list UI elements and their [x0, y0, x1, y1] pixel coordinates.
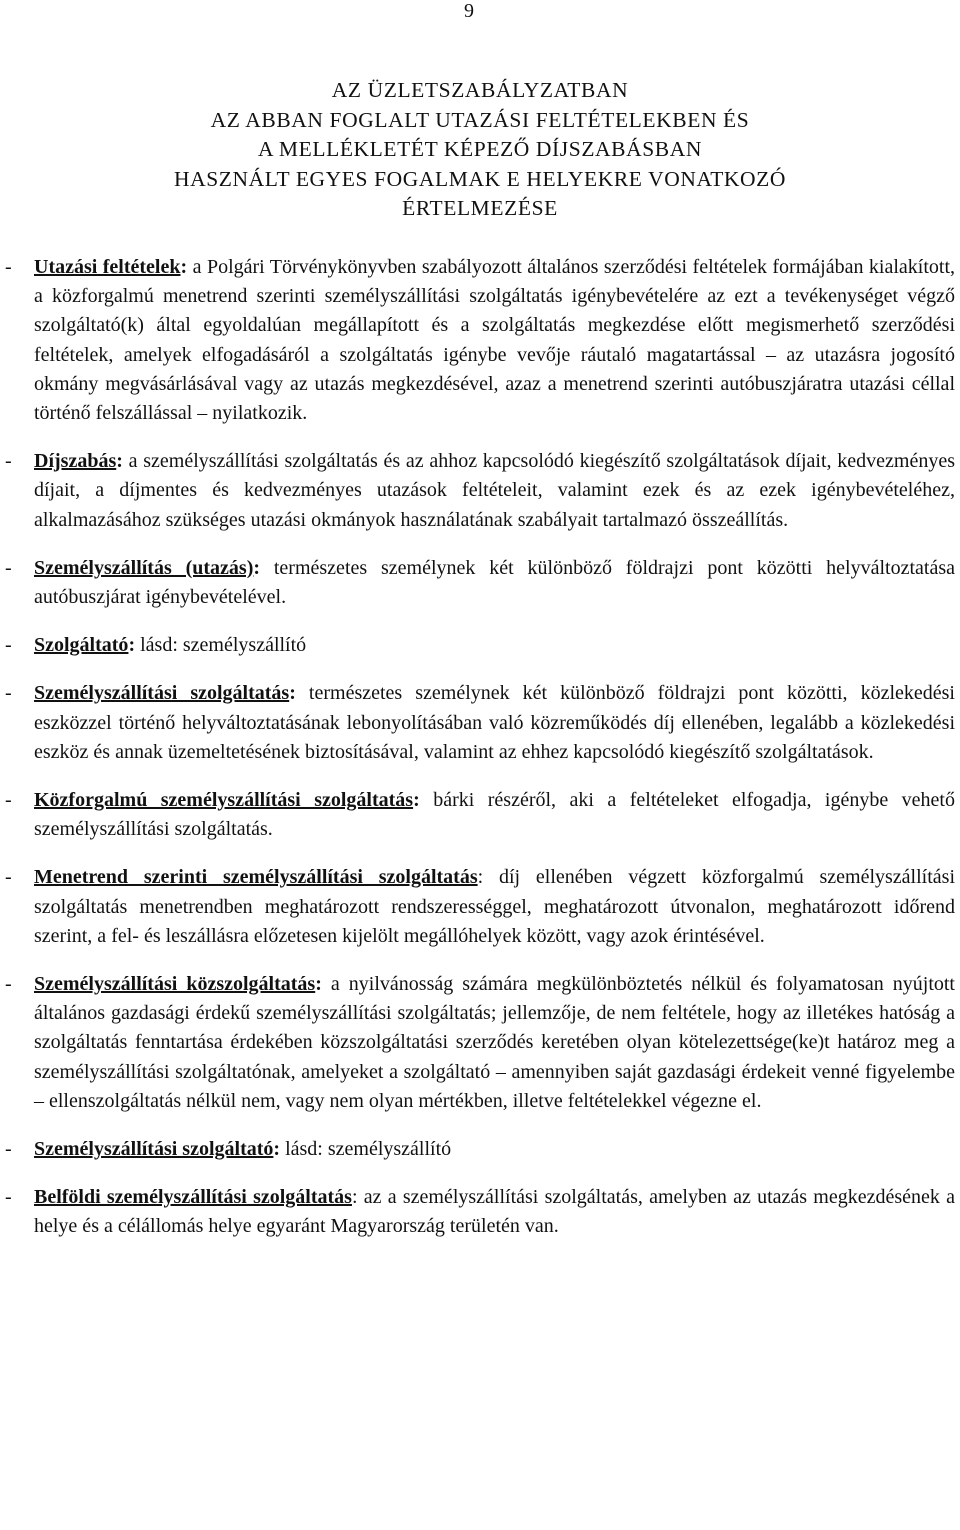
document-title — [0, 76, 960, 224]
definition-text: természetes személynek két különböző földrajzi pont közötti helyváltoztatása autóbuszjárat igénybevételével. — [34, 556, 955, 609]
definition-entry — [0, 1135, 960, 1164]
definition-text: bárki részéről, aki a feltételeket elfogadja, igénybe vehető személyszállítási szolgáltatás. — [34, 789, 955, 841]
definition-list — [0, 253, 960, 1261]
title-line: HASZNÁLT EGYES FOGALMAK E HELYEKRE VONATKOZÓ — [173, 166, 787, 191]
definition-entry — [0, 786, 960, 844]
definition-entry — [0, 1183, 960, 1241]
term-separator: : — [477, 866, 484, 889]
term-separator: : — [253, 556, 261, 579]
term-separator: : — [128, 634, 136, 657]
title-line: ÉRTELMEZÉSE — [402, 196, 558, 220]
list-dash: - — [5, 1186, 12, 1209]
term-separator: : — [273, 1138, 281, 1161]
definition-term: Menetrend szerinti személyszállítási szolgáltatás — [34, 866, 478, 889]
definition-term: Személyszállítás (utazás) — [34, 556, 254, 579]
definition-text: természetes személynek két különböző földrajzi pont közötti, közlekedési eszközzel történő helyváltoztatásának lebonyolításában való közreműködés díj ellenében, legalább a közlekedési eszköz és annak üzemeltetésének biztosításával, valamint az ehhez kapcsolódó kiegészítő szolgáltatások. — [34, 682, 955, 763]
definition-text: lásd: személyszállító — [135, 634, 307, 657]
definition-term: Díjszabás — [34, 450, 117, 473]
definition-text: az a személyszállítási szolgáltatás, amelyben az utazás megkezdésének a helye és a célállomás helye egyaránt Magyarország területén van. — [34, 1186, 955, 1238]
term-separator: : — [289, 682, 296, 705]
list-dash: - — [5, 256, 12, 278]
definition-entry — [0, 631, 960, 660]
definition-text: a Polgári Törvénykönyvben szabályozott általános szerződési feltételek formájában kialakított, a közforgalmú menetrend szerinti személyszállítási szolgáltatás igénybevételére az ezt a tevékenységet végző szolgáltató(k) által egyoldalúan megállapított és a szolgáltatás megkezdése előtt megismerhető szerződési feltételek, amelyek elfogadásáról a szolgáltatás igénybe vevője ráutaló magatartással – az utazásra jogosító okmány megvásárlásával vagy az utazás megkezdésével, azaz a menetrend szerinti autóbuszjáratra utazási céllal történő felszállással – nyilatkozik. — [34, 256, 956, 425]
title-line: AZ ABBAN FOGLALT UTAZÁSI FELTÉTELEKBEN ÉS — [210, 107, 750, 132]
definition-term: Közforgalmú személyszállítási szolgáltatás — [34, 789, 414, 812]
definition-term: Személyszállítási szolgáltató — [34, 1138, 274, 1161]
list-dash: - — [5, 682, 12, 705]
definition-entry — [0, 863, 960, 951]
definition-term: Szolgáltató — [34, 634, 129, 657]
list-dash: - — [5, 556, 12, 579]
definition-text: a nyilvánosság számára megkülönböztetés nélkül és folyamatosan nyújtott általános gazdasági érdekű személyszállítási szolgáltatás; jellemzője, de nem feltétele, hogy az illetékes hatóság a szolgáltatás fenntartása érdekében közszolgáltatási szerződés keretében olyan kötelezettsége(ke)t határoz meg a személyszállítási szolgáltatónak, amelyeket a szolgáltató – amennyiben saját gazdasági érdekeit venné figyelembe – ellenszolgáltatás nélkül nem, vagy nem olyan mértékben, illetve feltételekkel végezne el. — [34, 973, 955, 1112]
list-dash: - — [5, 634, 12, 657]
list-dash: - — [5, 973, 12, 996]
term-separator: : — [116, 450, 123, 473]
definition-entry — [0, 554, 960, 612]
term-separator: : — [413, 789, 420, 812]
list-dash: - — [5, 450, 12, 473]
term-separator: : — [351, 1186, 358, 1209]
list-dash: - — [5, 866, 12, 889]
definition-entry — [0, 679, 960, 767]
definition-text: díj ellenében végzett közforgalmú személyszállítási szolgáltatás menetrendben meghatározott rendszerességgel, meghatározott útvonalon, meghatározott időrend szerint, a fel- és leszállásra előzetesen kijelölt megállóhelyek között, vagy azok érintésével. — [34, 866, 955, 947]
term-separator: : — [315, 973, 322, 996]
definition-entry — [0, 970, 960, 1116]
list-dash: - — [5, 789, 12, 812]
definition-term: Személyszállítási szolgáltatás — [34, 682, 290, 705]
title-line: AZ ÜZLETSZABÁLYZATBAN — [331, 78, 629, 102]
title-line: A MELLÉKLETÉT KÉPEZŐ DÍJSZABÁSBAN — [257, 137, 702, 161]
definition-text: a személyszállítási szolgáltatás és az ahhoz kapcsolódó kiegészítő szolgáltatások díjait, kedvezményes díjait, a díjmentes és kedvezményes utazások feltételeit, valamint ezek és az ezek igénybevételéhez, alkalmazásához szükséges utazási okmányok használatának szabályait tartalmazó összeállítás. — [34, 450, 955, 531]
definition-entry — [0, 447, 960, 535]
definition-text: lásd: személyszállító — [280, 1138, 452, 1161]
definition-term: Személyszállítási közszolgáltatás — [34, 973, 316, 996]
definition-entry — [0, 253, 960, 428]
definition-term: Belföldi személyszállítási szolgáltatás — [34, 1186, 352, 1209]
definition-term: Utazási feltételek — [34, 256, 181, 278]
page-number-text: 9 — [464, 0, 474, 22]
term-separator: : — [180, 256, 188, 278]
list-dash: - — [5, 1138, 12, 1161]
